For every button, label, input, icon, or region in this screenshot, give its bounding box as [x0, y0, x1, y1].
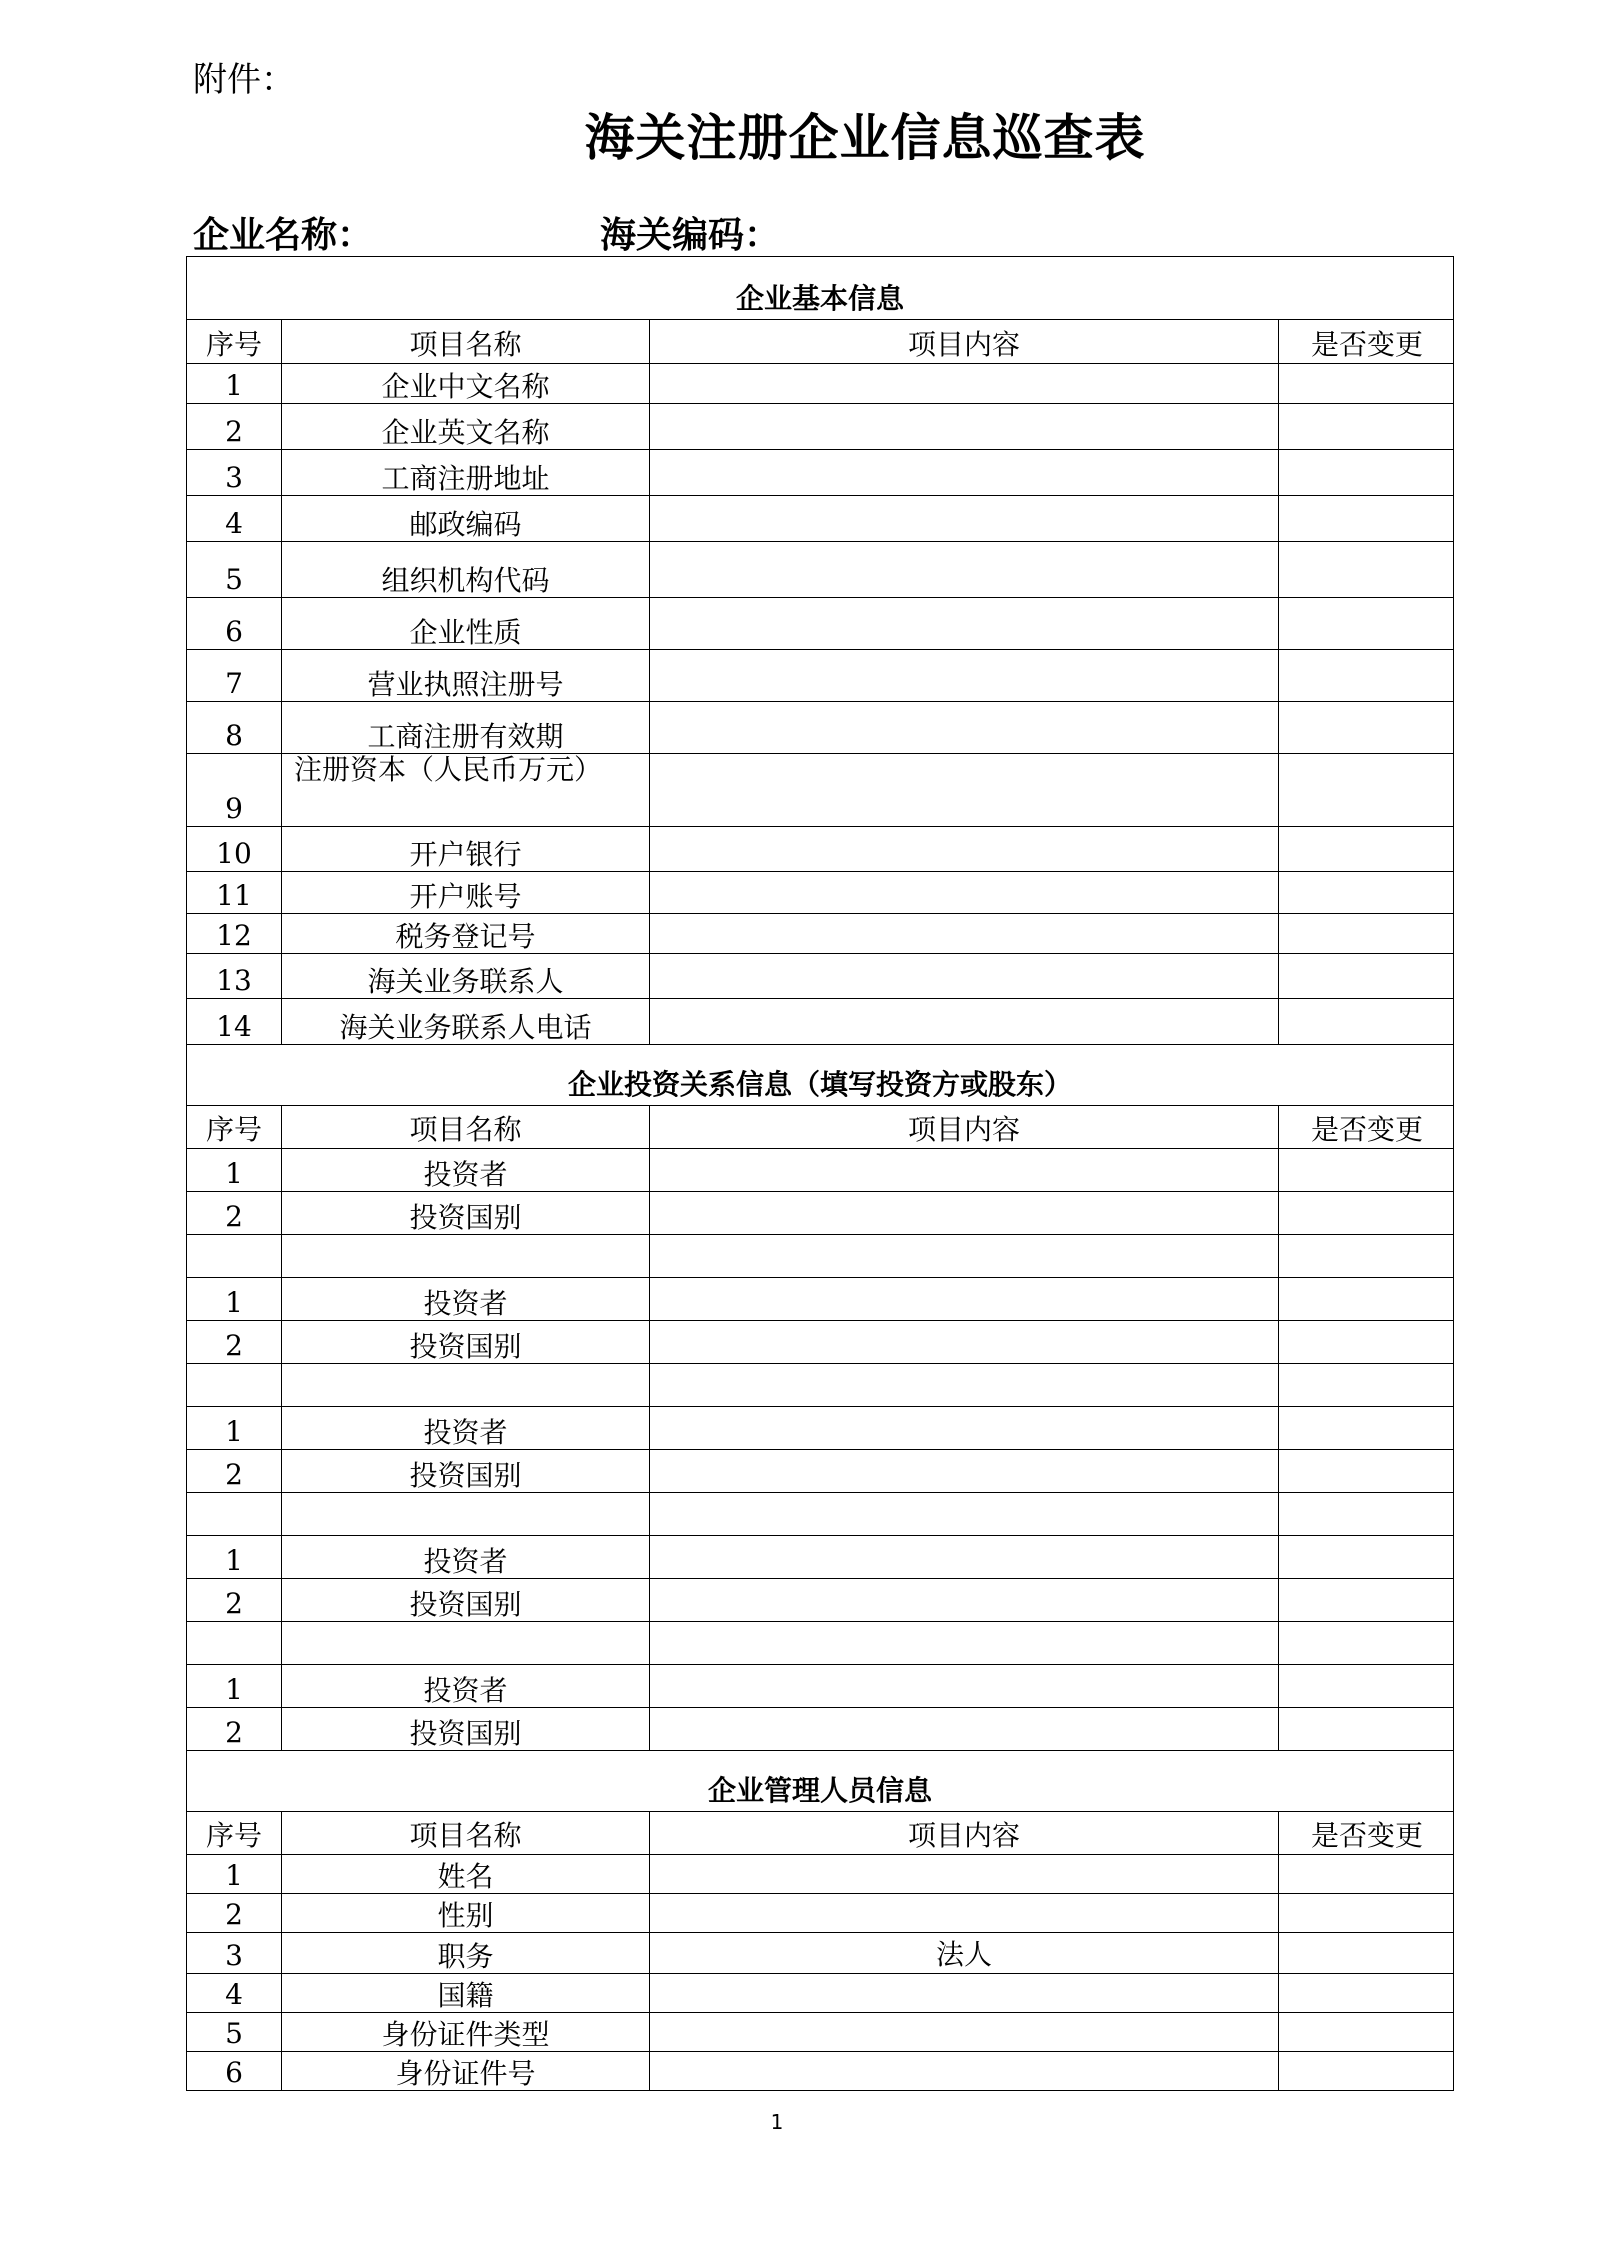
row-seq: 3 — [187, 450, 282, 496]
row-name: 海关业务联系人电话 — [282, 999, 650, 1045]
row-name: 投资国别 — [282, 1321, 650, 1364]
row-changed-cell[interactable] — [1279, 1665, 1454, 1708]
row-name: 企业中文名称 — [282, 364, 650, 404]
header-changed: 是否变更 — [1279, 1106, 1454, 1149]
row-seq: 10 — [187, 827, 282, 872]
header-item-content: 项目内容 — [650, 320, 1279, 364]
row-changed-cell[interactable] — [1279, 1364, 1454, 1407]
row-name: 注册资本（人民币万元） — [282, 754, 650, 827]
row-seq — [187, 1622, 282, 1665]
row-seq: 1 — [187, 1855, 282, 1894]
row-content-cell[interactable] — [650, 598, 1279, 650]
row-seq: 3 — [187, 1933, 282, 1974]
header-seq: 序号 — [187, 320, 282, 364]
header-item-content: 项目内容 — [650, 1106, 1279, 1149]
row-name: 投资者 — [282, 1149, 650, 1192]
row-content-cell[interactable] — [650, 1536, 1279, 1579]
row-changed-cell[interactable] — [1279, 1493, 1454, 1536]
row-changed-cell[interactable] — [1279, 1974, 1454, 2013]
row-name: 工商注册有效期 — [282, 702, 650, 754]
row-content-cell[interactable] — [650, 496, 1279, 542]
table-row — [187, 1974, 1454, 2013]
header-changed: 是否变更 — [1279, 1812, 1454, 1855]
section-investment-title: 企业投资关系信息（填写投资方或股东） — [187, 1045, 1454, 1106]
table-row — [187, 2052, 1454, 2091]
row-seq: 2 — [187, 1450, 282, 1493]
row-seq: 6 — [187, 598, 282, 650]
row-seq: 14 — [187, 999, 282, 1045]
row-seq: 4 — [187, 1974, 282, 2013]
row-changed-cell[interactable] — [1279, 1149, 1454, 1192]
row-changed-cell[interactable] — [1279, 450, 1454, 496]
row-changed-cell[interactable] — [1279, 872, 1454, 914]
row-content-cell[interactable] — [650, 1364, 1279, 1407]
row-content-cell[interactable] — [650, 1855, 1279, 1894]
row-name: 邮政编码 — [282, 496, 650, 542]
row-seq — [187, 1493, 282, 1536]
table-row — [187, 1192, 1454, 1235]
row-name: 开户账号 — [282, 872, 650, 914]
row-seq: 2 — [187, 1192, 282, 1235]
table-row — [187, 1321, 1454, 1364]
row-content-cell[interactable] — [650, 1974, 1279, 2013]
row-content-cell[interactable] — [650, 954, 1279, 999]
table-row — [187, 702, 1454, 754]
table-row — [187, 1235, 1454, 1278]
table-row — [187, 1665, 1454, 1708]
table-row — [187, 1278, 1454, 1321]
row-content-cell[interactable] — [650, 1278, 1279, 1321]
row-name: 投资者 — [282, 1665, 650, 1708]
row-content-cell[interactable] — [650, 1450, 1279, 1493]
header-row — [187, 1106, 1454, 1149]
table-row — [187, 496, 1454, 542]
header-item-name: 项目名称 — [282, 320, 650, 364]
table-row — [187, 954, 1454, 999]
row-seq: 1 — [187, 1407, 282, 1450]
row-seq: 8 — [187, 702, 282, 754]
row-changed-cell[interactable] — [1279, 827, 1454, 872]
row-seq: 4 — [187, 496, 282, 542]
section-basic-title: 企业基本信息 — [187, 257, 1454, 320]
row-name: 国籍 — [282, 1974, 650, 2013]
row-content-cell[interactable] — [650, 1192, 1279, 1235]
table-row — [187, 914, 1454, 954]
row-seq: 5 — [187, 542, 282, 598]
row-name: 税务登记号 — [282, 914, 650, 954]
table-row — [187, 1894, 1454, 1933]
row-content-cell[interactable] — [650, 364, 1279, 404]
row-content-cell[interactable] — [650, 1149, 1279, 1192]
table-row — [187, 1855, 1454, 1894]
table-row — [187, 1933, 1454, 1974]
row-name: 企业性质 — [282, 598, 650, 650]
row-changed-cell[interactable] — [1279, 1450, 1454, 1493]
table-row — [187, 1364, 1454, 1407]
row-name: 投资者 — [282, 1536, 650, 1579]
row-changed-cell[interactable] — [1279, 542, 1454, 598]
table-row — [187, 1493, 1454, 1536]
attachment-label: 附件： — [193, 60, 295, 100]
row-content-cell[interactable] — [650, 1493, 1279, 1536]
row-name: 身份证件类型 — [282, 2013, 650, 2052]
row-content-cell[interactable] — [650, 542, 1279, 598]
row-name — [282, 1493, 650, 1536]
row-content-cell[interactable] — [650, 702, 1279, 754]
row-changed-cell[interactable] — [1279, 1192, 1454, 1235]
row-changed-cell[interactable] — [1279, 404, 1454, 450]
row-content-cell[interactable] — [650, 827, 1279, 872]
row-name: 投资国别 — [282, 1192, 650, 1235]
table-row — [187, 364, 1454, 404]
row-content-cell[interactable] — [650, 2052, 1279, 2091]
row-changed-cell[interactable] — [1279, 1536, 1454, 1579]
row-name: 性别 — [282, 1894, 650, 1933]
row-name: 投资者 — [282, 1278, 650, 1321]
row-changed-cell[interactable] — [1279, 1579, 1454, 1622]
customs-code-label: 海关编码： — [600, 215, 781, 256]
row-name: 投资国别 — [282, 1708, 650, 1751]
row-changed-cell[interactable] — [1279, 496, 1454, 542]
row-name: 工商注册地址 — [282, 450, 650, 496]
row-seq — [187, 1364, 282, 1407]
table-row — [187, 999, 1454, 1045]
row-content-cell[interactable] — [650, 872, 1279, 914]
row-seq: 9 — [187, 754, 282, 827]
row-content-cell[interactable] — [650, 1321, 1279, 1364]
row-content-cell[interactable] — [650, 1622, 1279, 1665]
header-changed: 是否变更 — [1279, 320, 1454, 364]
row-changed-cell[interactable] — [1279, 702, 1454, 754]
row-content-cell[interactable] — [650, 1407, 1279, 1450]
row-changed-cell[interactable] — [1279, 1407, 1454, 1450]
row-content-cell[interactable]: 法人 — [650, 1933, 1279, 1974]
table-row — [187, 1450, 1454, 1493]
row-seq: 7 — [187, 650, 282, 702]
row-content-cell[interactable] — [650, 1579, 1279, 1622]
row-name: 身份证件号 — [282, 2052, 650, 2091]
row-name — [282, 1235, 650, 1278]
table-row — [187, 542, 1454, 598]
row-seq: 11 — [187, 872, 282, 914]
header-item-content: 项目内容 — [650, 1812, 1279, 1855]
table-row — [187, 650, 1454, 702]
row-changed-cell[interactable] — [1279, 1321, 1454, 1364]
row-changed-cell[interactable] — [1279, 1235, 1454, 1278]
row-name: 投资国别 — [282, 1579, 650, 1622]
header-item-name: 项目名称 — [282, 1812, 650, 1855]
table-row — [187, 1407, 1454, 1450]
row-name: 开户银行 — [282, 827, 650, 872]
section-management-title: 企业管理人员信息 — [187, 1751, 1454, 1812]
header-row — [187, 320, 1454, 364]
header-seq: 序号 — [187, 1812, 282, 1855]
row-content-cell[interactable] — [650, 1235, 1279, 1278]
table-row — [187, 450, 1454, 496]
row-seq: 1 — [187, 364, 282, 404]
row-seq: 2 — [187, 1579, 282, 1622]
row-content-cell[interactable] — [650, 650, 1279, 702]
row-changed-cell[interactable] — [1279, 2013, 1454, 2052]
row-changed-cell[interactable] — [1279, 1855, 1454, 1894]
row-seq: 2 — [187, 1708, 282, 1751]
page-number: 1 — [770, 2110, 784, 2134]
row-name: 投资国别 — [282, 1450, 650, 1493]
row-changed-cell[interactable] — [1279, 754, 1454, 827]
row-content-cell[interactable] — [650, 404, 1279, 450]
row-name: 营业执照注册号 — [282, 650, 650, 702]
row-seq: 5 — [187, 2013, 282, 2052]
table-row — [187, 598, 1454, 650]
row-seq: 1 — [187, 1536, 282, 1579]
table-row — [187, 1579, 1454, 1622]
row-content-cell[interactable] — [650, 914, 1279, 954]
row-changed-cell[interactable] — [1279, 1933, 1454, 1974]
table-row — [187, 1149, 1454, 1192]
table-row — [187, 872, 1454, 914]
row-seq — [187, 1235, 282, 1278]
row-content-cell[interactable] — [650, 1665, 1279, 1708]
row-name: 海关业务联系人 — [282, 954, 650, 999]
company-name-label: 企业名称： — [193, 215, 374, 256]
row-name — [282, 1364, 650, 1407]
row-content-cell[interactable] — [650, 2013, 1279, 2052]
row-seq: 13 — [187, 954, 282, 999]
row-content-cell[interactable] — [650, 999, 1279, 1045]
row-seq: 2 — [187, 1894, 282, 1933]
row-name: 组织机构代码 — [282, 542, 650, 598]
row-seq: 2 — [187, 1321, 282, 1364]
row-content-cell[interactable] — [650, 450, 1279, 496]
row-content-cell[interactable] — [650, 754, 1279, 827]
row-changed-cell[interactable] — [1279, 999, 1454, 1045]
row-changed-cell[interactable] — [1279, 1708, 1454, 1751]
row-seq: 12 — [187, 914, 282, 954]
header-row — [187, 1812, 1454, 1855]
row-changed-cell[interactable] — [1279, 954, 1454, 999]
row-changed-cell[interactable] — [1279, 364, 1454, 404]
row-seq: 1 — [187, 1665, 282, 1708]
row-name: 投资者 — [282, 1407, 650, 1450]
table-row — [187, 1536, 1454, 1579]
row-name — [282, 1622, 650, 1665]
table-row — [187, 1622, 1454, 1665]
header-seq: 序号 — [187, 1106, 282, 1149]
row-name: 企业英文名称 — [282, 404, 650, 450]
table-row — [187, 2013, 1454, 2052]
header-item-name: 项目名称 — [282, 1106, 650, 1149]
row-seq: 1 — [187, 1278, 282, 1321]
row-changed-cell[interactable] — [1279, 1278, 1454, 1321]
table-row — [187, 754, 1454, 827]
row-name: 姓名 — [282, 1855, 650, 1894]
table-row — [187, 1708, 1454, 1751]
table-row — [187, 827, 1454, 872]
row-content-cell[interactable] — [650, 1708, 1279, 1751]
row-changed-cell[interactable] — [1279, 1894, 1454, 1933]
row-changed-cell[interactable] — [1279, 914, 1454, 954]
table-row — [187, 404, 1454, 450]
row-seq: 1 — [187, 1149, 282, 1192]
row-content-cell[interactable] — [650, 1894, 1279, 1933]
inspection-form-table — [186, 256, 1454, 2091]
page-title: 海关注册企业信息巡查表 — [584, 109, 1146, 167]
row-changed-cell[interactable] — [1279, 650, 1454, 702]
row-seq: 6 — [187, 2052, 282, 2091]
row-changed-cell[interactable] — [1279, 2052, 1454, 2091]
row-changed-cell[interactable] — [1279, 598, 1454, 650]
row-seq: 2 — [187, 404, 282, 450]
row-changed-cell[interactable] — [1279, 1622, 1454, 1665]
row-name: 职务 — [282, 1933, 650, 1974]
